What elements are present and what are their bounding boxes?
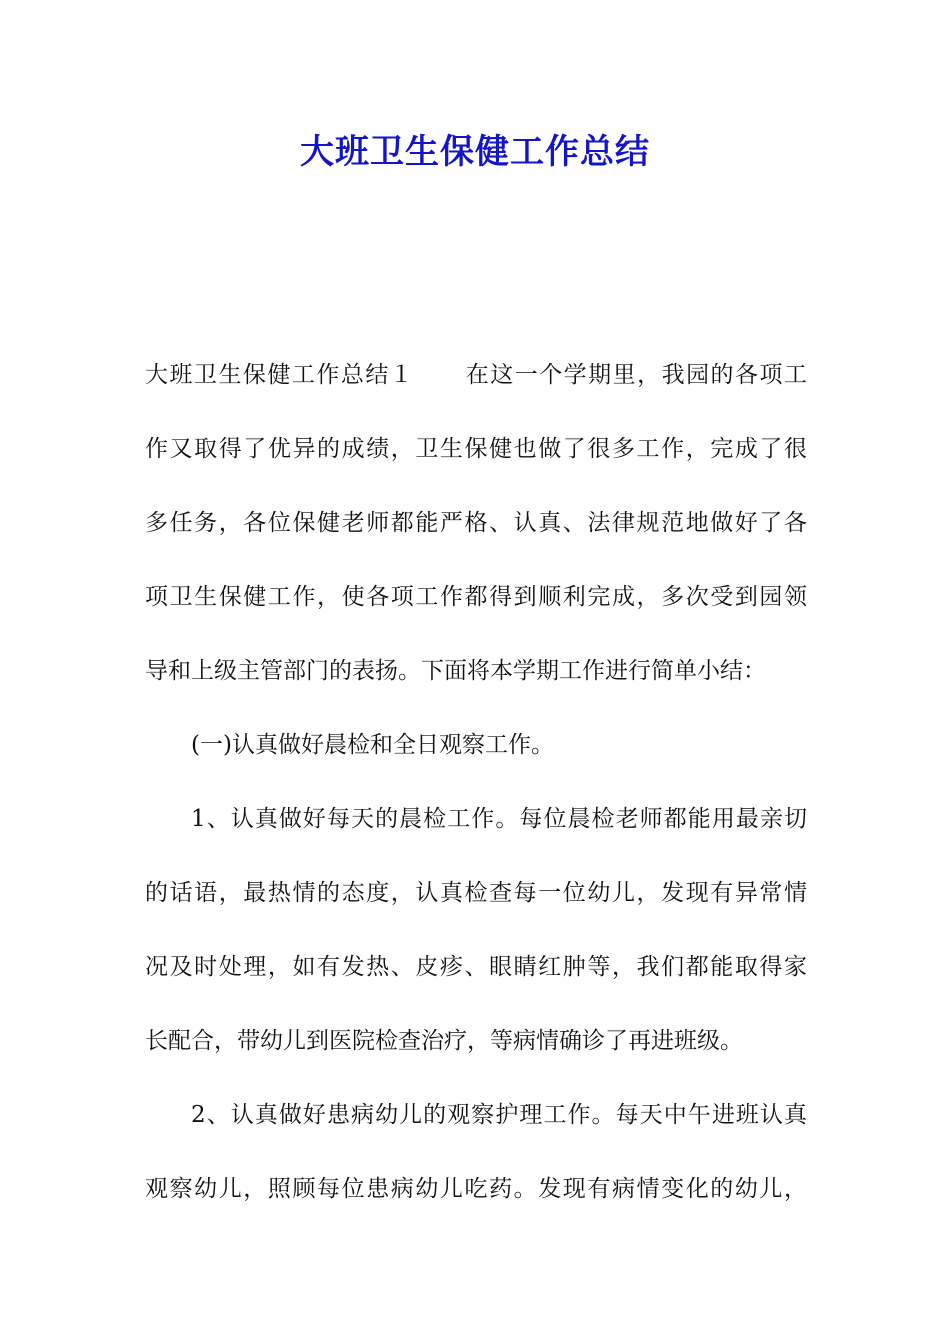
document-title: 大班卫生保健工作总结 <box>300 132 650 172</box>
paragraph-line: 作又取得了优异的成绩，卫生保健也做了很多工作，完成了很 <box>145 436 807 462</box>
paragraph-line: 的话语，最热情的态度，认真检查每一位幼儿，发现有异常情 <box>145 880 807 906</box>
paragraph-line: 长配合，带幼儿到医院检查治疗，等病情确诊了再进班级。 <box>145 1028 743 1054</box>
paragraph-line: 2、认真做好患病幼儿的观察护理工作。每天中午进班认真 <box>191 1102 807 1128</box>
paragraph-text: 在这一个学期里，我园的各项工 <box>464 362 807 388</box>
paragraph-line: 观察幼儿，照顾每位患病幼儿吃药。发现有病情变化的幼儿， <box>145 1176 807 1202</box>
subsection-heading: (一)认真做好晨检和全日观察工作。 <box>191 732 554 758</box>
paragraph-line: 项卫生保健工作，使各项工作都得到顺利完成，多次受到园领 <box>145 584 807 610</box>
paragraph-line <box>145 338 807 412</box>
section-heading: 大班卫生保健工作总结１ <box>145 362 415 388</box>
paragraph-line: 多任务，各位保健老师都能严格、认真、法律规范地做好了各 <box>145 510 807 536</box>
paragraph-line: 导和上级主管部门的表扬。下面将本学期工作进行简单小结： <box>145 658 766 684</box>
paragraph-line: 1、认真做好每天的晨检工作。每位晨检老师都能用最亲切 <box>191 806 807 832</box>
paragraph-line: 况及时处理，如有发热、皮疹、眼睛红肿等，我们都能取得家 <box>145 954 807 980</box>
document-body <box>145 338 807 1226</box>
